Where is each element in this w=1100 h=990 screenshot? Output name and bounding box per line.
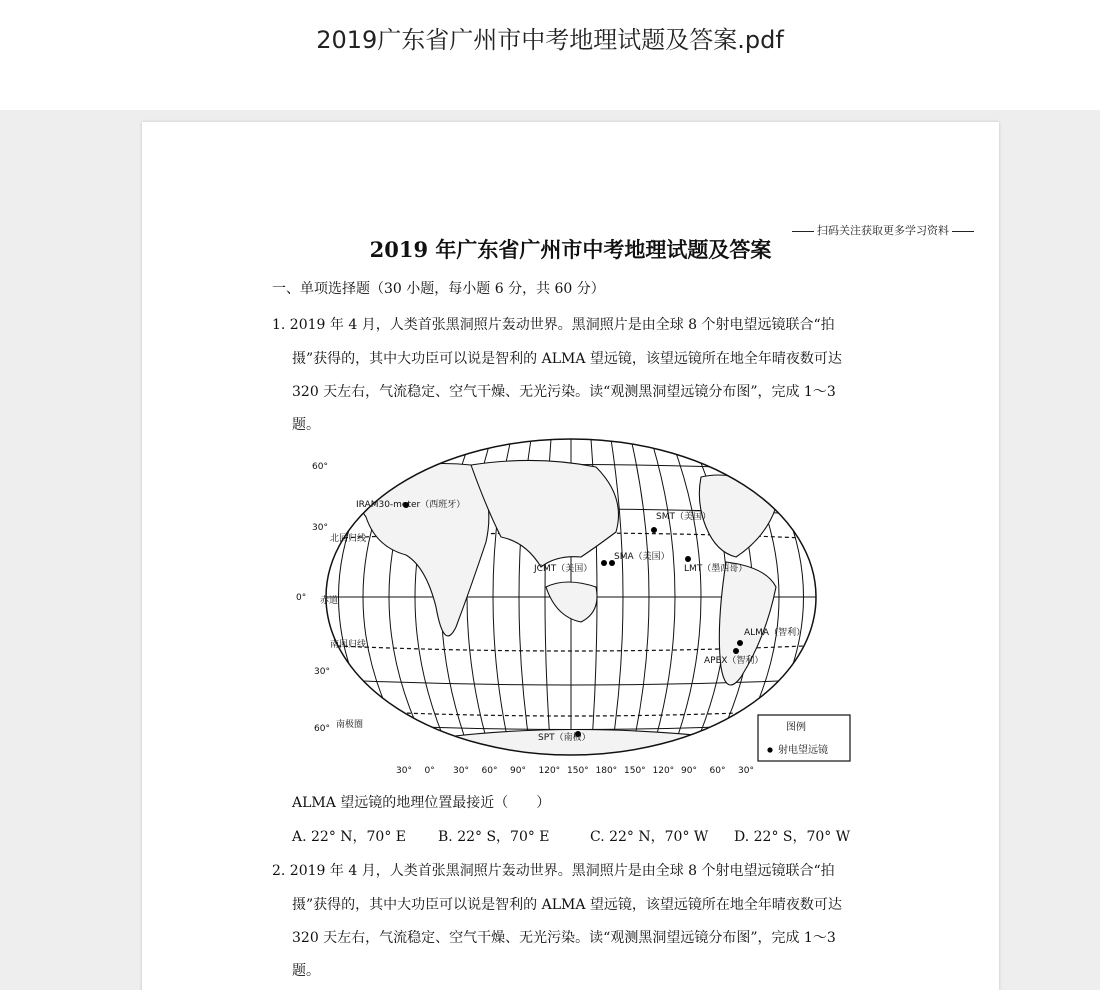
sma-label: SMA（美国） [614,552,670,562]
lon-label: 30° [453,766,469,776]
q2-line-3: 320 天左右，气流稳定、空气干燥、无光污染。读“观测黑洞望远镜分布图”，完成 1～3 [292,930,836,946]
lon-label: 60° [481,766,498,776]
lat-label-30s: 30° [314,667,330,677]
lon-label: 90° [510,766,526,776]
lon-label: 60° [709,766,726,776]
tropic-north-label: 北回归线 [330,534,367,544]
q1-stem: ALMA 望远镜的地理位置最接近（ ） [292,795,551,811]
lon-label: 0° [424,766,435,776]
lon-label: 150° [624,766,646,776]
option-d[interactable]: D. 22° S，70° W [734,829,851,845]
map-legend [758,715,850,761]
q1-line-1: 1. 2019 年 4 月，人类首张黑洞照片轰动世界。黑洞照片是由全球 8 个射电望远镜联合“拍 [272,317,835,333]
banner-rule-left [792,231,814,232]
banner-rule-right [952,231,974,232]
q2-line-1: 2. 2019 年 4 月，人类首张黑洞照片轰动世界。黑洞照片是由全球 8 个射电望远镜联合“拍 [272,863,835,879]
q2-line-4: 题。 [292,963,320,979]
iram-label: IRAM30-meter（西班牙） [356,500,466,510]
lmt-dot [685,556,691,562]
equator-label: 赤道 [320,596,339,606]
q1-line-3: 320 天左右，气流稳定、空气干燥、无光污染。读“观测黑洞望远镜分布图”，完成 1～3 [292,384,836,400]
lat-label-equator: 0° [296,593,307,603]
section-heading: 一、单项选择题（30 小题，每小题 6 分，共 60 分） [272,281,605,297]
jcmt-dot [601,560,607,566]
viewer-header [0,0,1100,110]
spt-label: SPT（南极） [538,733,591,743]
lmt-label: LMT（墨西哥） [684,564,748,574]
lon-label: 30° [738,766,754,776]
lon-label: 150° [567,766,589,776]
alma-label: ALMA（智利） [744,628,806,638]
legend-title: 图例 [786,722,806,733]
document-title: 2019广东省广州市中考地理试题及答案.pdf [316,26,784,54]
lon-label: 120° [652,766,675,776]
q1-line-2: 摄”获得的，其中大功臣可以说是智利的 ALMA 望远镜，该望远镜所在地全年晴夜数可达 [292,351,842,367]
smt-dot [651,527,657,533]
lon-label: 30° [396,766,412,776]
jcmt-label: JCMT（美国） [534,564,593,574]
option-c[interactable]: C. 22° N，70° W [590,829,709,845]
apex-dot [733,648,739,654]
antarctic-circle-label: 南极圈 [336,720,364,730]
lat-label-60n: 60° [312,462,328,472]
legend-item: 射电望远镜 [778,745,828,756]
tropic-south-label: 南回归线 [330,640,367,650]
option-a[interactable]: A. 22° N，70° E [292,829,407,845]
q1-line-4: 题。 [292,417,320,433]
pdf-viewer[interactable] [0,110,1100,990]
lon-label: 120° [538,766,561,776]
lat-label-60s: 60° [314,724,330,734]
pdf-page [142,122,999,990]
q2-line-2: 摄”获得的，其中大功臣可以说是智利的 ALMA 望远镜，该望远镜所在地全年晴夜数可达 [292,897,842,913]
banner-text: 扫码关注获取更多学习资料 [817,224,949,237]
lon-label: 180° [595,766,618,776]
smt-label: SMT（美国） [656,512,711,522]
telescope-map [296,437,856,782]
apex-label: APEX（智利） [704,656,764,666]
lat-label-30n: 30° [312,523,328,533]
legend-dot [767,747,772,752]
lon-label: 90° [681,766,697,776]
option-b[interactable]: B. 22° S，70° E [438,829,550,845]
alma-dot [737,640,743,646]
page-title: 2019 年广东省广州市中考地理试题及答案 [369,237,772,262]
q1-options [292,826,850,846]
longitude-labels [396,766,754,776]
